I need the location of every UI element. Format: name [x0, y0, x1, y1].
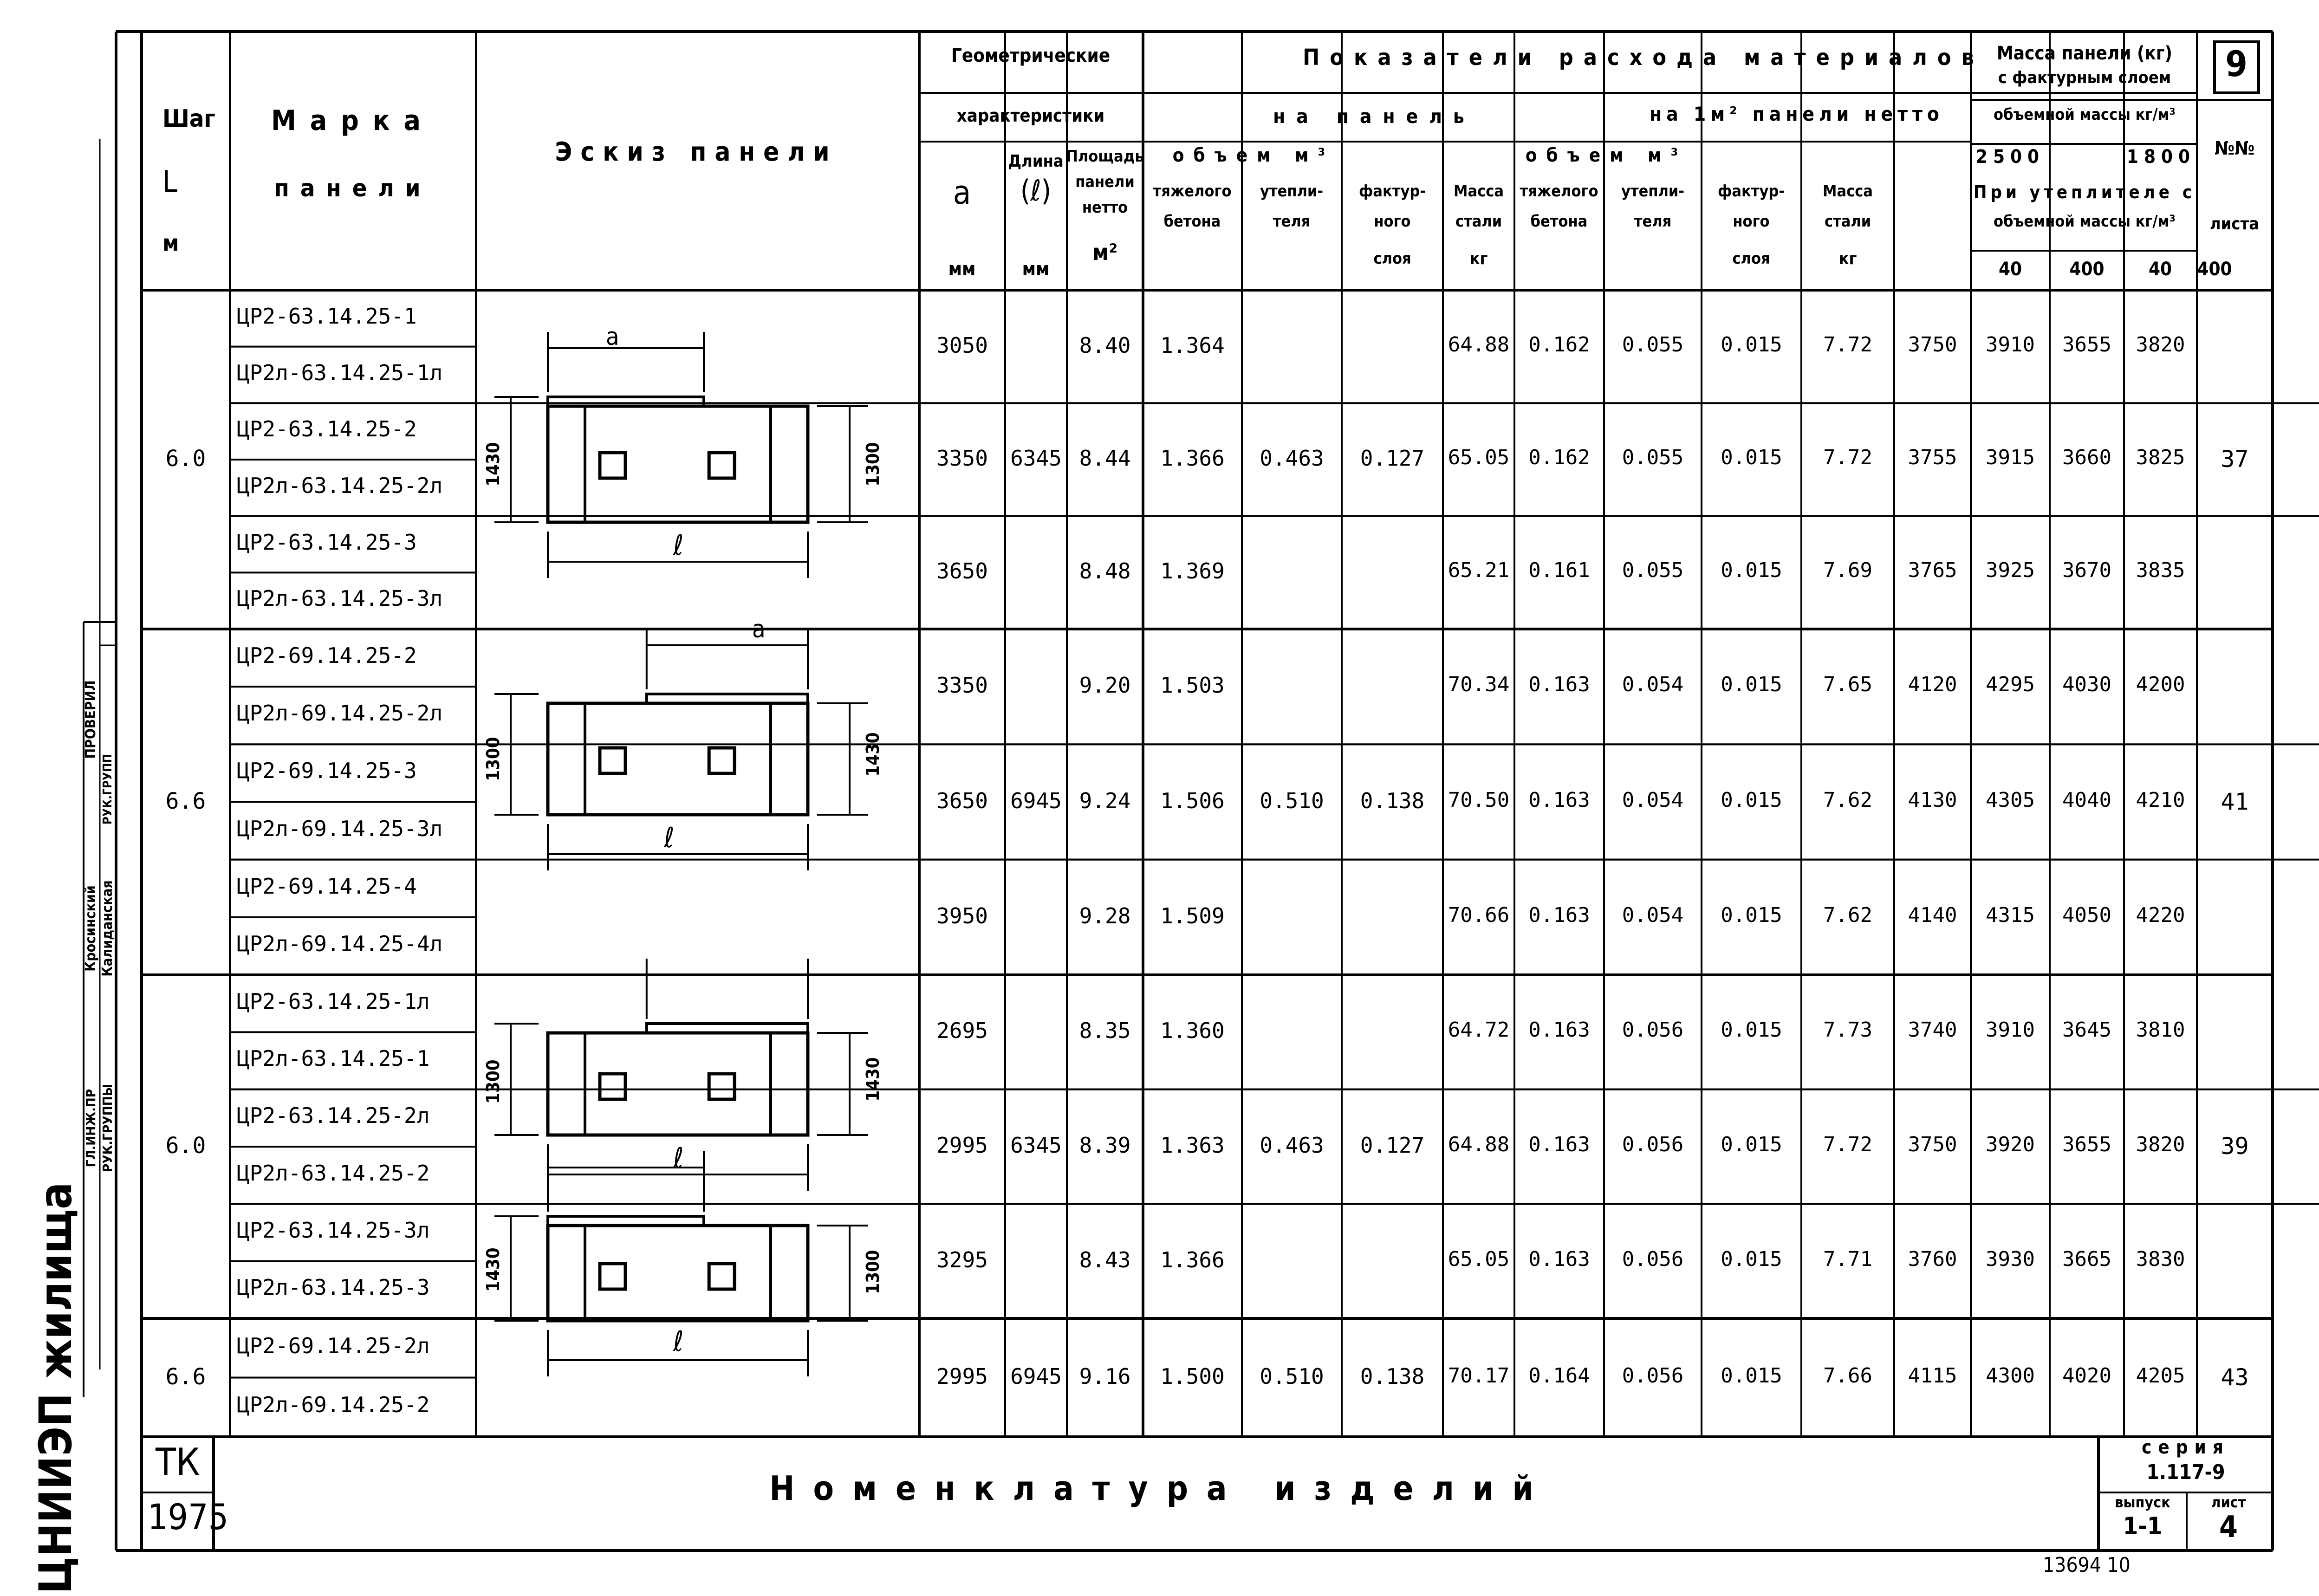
cell-mass-2500-400: 4300 — [1986, 1363, 2035, 1388]
cell-insul-m2: 0.055 — [1622, 332, 1684, 357]
mark-code: ЦР2-63.14.25-1 — [237, 303, 417, 329]
cell-area: 9.24 — [1079, 788, 1131, 813]
cell-mass-1800-400: 4220 — [2136, 903, 2185, 927]
mark-code-mirror: ЦР2л-63.14.25-1 — [237, 1046, 430, 1071]
window-opening — [709, 1074, 734, 1099]
org-vertical: ЦНИИЭП жилища — [30, 1182, 82, 1594]
header-fact-2-b: ного — [1733, 212, 1770, 231]
cell-heavy-m2: 0.162 — [1528, 446, 1590, 469]
cell-area: 9.20 — [1079, 673, 1131, 698]
bottom-numbers: 13694 10 — [2043, 1553, 2131, 1577]
header-per-panel: на панель — [1273, 105, 1475, 128]
cell-mass-2500-40: 3760 — [1908, 1247, 1957, 1271]
mark-code: ЦР2-69.14.25-3 — [237, 758, 417, 784]
cell-mass-1800-40: 4050 — [2062, 903, 2111, 927]
cell-area: 9.28 — [1079, 903, 1131, 928]
cell-steel: 64.88 — [1448, 1133, 1510, 1156]
header-steel-b: стали — [1455, 212, 1502, 231]
dim-label-1430: 1430 — [863, 732, 883, 777]
cell-facing: 0.127 — [1360, 446, 1425, 471]
header-step: Шаг — [162, 105, 215, 133]
window-opening — [600, 748, 625, 773]
header-area1: Площадь — [1066, 147, 1144, 166]
window-opening — [600, 1264, 625, 1289]
window-opening — [709, 748, 734, 773]
facing-layer — [647, 1024, 808, 1033]
dim-label-1300: 1300 — [483, 737, 503, 781]
cell-insul-m2: 0.055 — [1622, 446, 1684, 469]
header-sub-40a: 40 — [1998, 259, 2022, 280]
header-insul-2: утепли- — [1621, 182, 1685, 201]
cell-mass-2500-40: 4130 — [1908, 788, 1957, 812]
mark-code: ЦР2-69.14.25-2 — [237, 643, 417, 668]
cell-steel: 65.21 — [1448, 558, 1510, 583]
cell-fact-m2: 0.015 — [1721, 1133, 1782, 1156]
cell-heavy-m2: 0.163 — [1528, 1133, 1590, 1156]
cell-mass-1800-40: 4020 — [2062, 1363, 2111, 1388]
cell-mass-1800-40: 4040 — [2062, 788, 2111, 812]
mark-code: ЦР2-69.14.25-2л — [237, 1333, 430, 1358]
footer-title: Номенклатура изделий — [769, 1469, 1552, 1508]
panel-outline — [548, 406, 808, 522]
cell-heavy-concrete: 1.509 — [1160, 903, 1225, 928]
cell-heavy-m2: 0.162 — [1528, 332, 1590, 357]
cell-mass-1800-40: 3660 — [2062, 446, 2111, 469]
cell-fact-m2: 0.015 — [1721, 788, 1782, 812]
issue-label: выпуск — [2115, 1493, 2170, 1511]
cell-insul-m2: 0.055 — [1622, 558, 1684, 583]
stamp-role4: РУК.ГРУПП — [101, 753, 115, 825]
cell-heavy-m2: 0.164 — [1528, 1363, 1590, 1388]
cell-heavy-concrete: 1.360 — [1160, 1018, 1225, 1044]
cell-steel-m2: 7.66 — [1823, 1363, 1872, 1388]
cell-heavy-concrete: 1.366 — [1160, 446, 1225, 471]
cell-steel: 70.34 — [1448, 673, 1510, 697]
cell-mass-2500-40: 3750 — [1908, 1133, 1957, 1156]
header-mark2: панели — [274, 175, 432, 202]
header-insul: утепли- — [1260, 182, 1324, 201]
cell-sheet-number: 39 — [2221, 1133, 2249, 1160]
header-step-unit: м — [162, 230, 179, 256]
cell-insulation: 0.510 — [1260, 1363, 1324, 1389]
header-a: a — [953, 174, 971, 212]
cell-fact-m2: 0.015 — [1721, 903, 1782, 927]
tk-label: ТК — [156, 1440, 200, 1484]
cell-fact-m2: 0.015 — [1721, 446, 1782, 469]
header-sheets1: №№ — [2214, 138, 2255, 159]
cell-mass-2500-400: 3930 — [1986, 1247, 2035, 1271]
facing-layer — [647, 694, 808, 703]
cell-insul-m2: 0.056 — [1622, 1363, 1684, 1388]
cell-mass-2500-400: 3910 — [1986, 332, 2035, 357]
dim-label-l: ℓ — [673, 529, 684, 562]
header-steel-2-b: стали — [1824, 212, 1871, 231]
cell-mass-1800-400: 4205 — [2136, 1363, 2185, 1388]
cell-mass-2500-400: 4305 — [1986, 788, 2035, 812]
stamp-name2: Калиданская — [99, 880, 116, 977]
mark-code-mirror: ЦР2л-69.14.25-2л — [237, 701, 443, 726]
cell-mass-1800-40: 3655 — [2062, 332, 2111, 357]
year-label: 1975 — [148, 1496, 228, 1538]
cell-area: 8.44 — [1079, 446, 1131, 471]
cell-insul-m2: 0.056 — [1622, 1018, 1684, 1042]
header-steel-unit: кг — [1469, 249, 1488, 268]
series-label: серия — [2142, 1437, 2230, 1458]
cell-mass-2500-400: 4315 — [1986, 903, 2035, 927]
header-per-m2: на 1м² панели нетто — [1650, 103, 1944, 125]
mark-code-mirror: ЦР2л-63.14.25-2л — [237, 473, 443, 498]
cell-mass-2500-40: 3750 — [1908, 332, 1957, 357]
header-mark: Марка — [271, 104, 435, 137]
header-sketch: Эскиз панели — [555, 137, 838, 167]
header-materials: Показатели расхода материалов — [1303, 45, 1984, 71]
mark-code-mirror: ЦР2л-63.14.25-3 — [237, 1275, 430, 1300]
cell-mass-1800-400: 4200 — [2136, 673, 2185, 697]
header-volume-2: объем м³ — [1525, 145, 1688, 166]
cell-fact-m2: 0.015 — [1721, 1247, 1782, 1271]
header-area3: нетто — [1082, 198, 1128, 217]
cell-step: 6.6 — [165, 788, 206, 814]
cell-a: 3650 — [936, 788, 988, 813]
cell-mass-1800-400: 3810 — [2136, 1018, 2185, 1042]
cell-a: 2695 — [936, 1018, 988, 1044]
cell-steel: 65.05 — [1448, 1247, 1510, 1271]
cell-facing: 0.138 — [1360, 1363, 1425, 1389]
cell-step: 6.0 — [165, 1133, 206, 1159]
cell-heavy-m2: 0.163 — [1528, 1247, 1590, 1271]
cell-mass-2500-40: 4140 — [1908, 903, 1957, 927]
cell-mass-1800-400: 3830 — [2136, 1247, 2185, 1271]
cell-mass-2500-400: 3910 — [1986, 1018, 2035, 1042]
header-steel-2: Масса — [1823, 182, 1873, 201]
header-geom2: характеристики — [956, 105, 1105, 126]
window-opening — [709, 1264, 734, 1289]
cell-a: 3950 — [936, 903, 988, 928]
cell-area: 9.16 — [1079, 1363, 1131, 1389]
cell-insul-m2: 0.054 — [1622, 903, 1684, 927]
header-length: Длина — [1008, 152, 1064, 171]
cell-a: 2995 — [936, 1133, 988, 1158]
header-length-sym: (ℓ) — [1020, 174, 1052, 208]
cell-a: 3050 — [936, 332, 988, 358]
stamp-name1: Кросинский — [83, 885, 99, 972]
header-insul-b: теля — [1273, 212, 1311, 231]
cell-length: 6345 — [1010, 446, 1062, 471]
mark-code: ЦР2-63.14.25-3л — [237, 1218, 430, 1243]
cell-facing: 0.127 — [1360, 1133, 1425, 1158]
mark-code-mirror: ЦР2л-69.14.25-4л — [237, 931, 443, 956]
cell-length: 6945 — [1010, 788, 1062, 813]
cell-steel-m2: 7.73 — [1823, 1018, 1872, 1042]
mark-code: ЦР2-69.14.25-4 — [237, 873, 417, 899]
cell-area: 8.43 — [1079, 1247, 1131, 1272]
cell-insul-m2: 0.056 — [1622, 1133, 1684, 1156]
facing-layer — [548, 1216, 704, 1226]
dim-label-1300: 1300 — [863, 1250, 883, 1294]
cell-heavy-concrete: 1.506 — [1160, 788, 1225, 813]
cell-steel-m2: 7.71 — [1823, 1247, 1872, 1271]
header-fact-2-c: слоя — [1732, 249, 1770, 268]
dim-label-a: a — [752, 616, 766, 643]
header-heavy-2-b: бетона — [1530, 212, 1588, 231]
dim-label-l: ℓ — [673, 1325, 684, 1358]
cell-mass-1800-400: 3820 — [2136, 332, 2185, 357]
dim-label-l: ℓ — [664, 822, 675, 854]
cell-heavy-concrete: 1.363 — [1160, 1133, 1225, 1158]
header-geom: Геометрические — [951, 45, 1111, 66]
header-fact-c: слоя — [1373, 249, 1411, 268]
mark-code: ЦР2-63.14.25-3 — [237, 529, 417, 555]
cell-mass-2500-40: 3740 — [1908, 1018, 1957, 1042]
cell-a: 3295 — [936, 1247, 988, 1272]
sheet-label: лист — [2211, 1493, 2246, 1511]
cell-fact-m2: 0.015 — [1721, 332, 1782, 357]
dim-label-a: a — [606, 323, 619, 351]
cell-length: 6345 — [1010, 1133, 1062, 1158]
header-insul-mass1: При утеплителе с — [1973, 182, 2196, 202]
series-value: 1.117-9 — [2146, 1460, 2225, 1484]
cell-steel-m2: 7.72 — [1823, 1133, 1872, 1156]
cell-step: 6.0 — [165, 446, 206, 472]
cell-heavy-concrete: 1.500 — [1160, 1363, 1225, 1389]
cell-a: 3350 — [936, 673, 988, 698]
cell-area: 8.39 — [1079, 1133, 1131, 1158]
header-sub-400b: 400 — [2197, 259, 2232, 280]
cell-fact-m2: 0.015 — [1721, 673, 1782, 697]
cell-mass-1800-40: 3655 — [2062, 1133, 2111, 1156]
cell-mass-1800-400: 3835 — [2136, 558, 2185, 583]
cell-heavy-concrete: 1.369 — [1160, 558, 1225, 584]
mark-code: ЦР2-63.14.25-1л — [237, 988, 430, 1014]
stamp-role1: ГЛ.ИНЖ.ПР — [83, 1089, 98, 1168]
cell-mass-1800-40: 3665 — [2062, 1247, 2111, 1271]
panel-sketch — [494, 629, 868, 870]
cell-mass-1800-40: 3670 — [2062, 558, 2111, 583]
mark-code-mirror: ЦР2л-63.14.25-2 — [237, 1160, 430, 1186]
cell-a: 2995 — [936, 1363, 988, 1389]
mark-code: ЦР2-63.14.25-2 — [237, 416, 417, 442]
cell-step: 6.6 — [165, 1363, 206, 1390]
page-number: 9 — [2225, 43, 2248, 84]
cell-mass-1800-400: 4210 — [2136, 788, 2185, 812]
cell-heavy-m2: 0.161 — [1528, 558, 1590, 583]
window-opening — [600, 1074, 625, 1099]
cell-mass-1800-400: 3825 — [2136, 446, 2185, 469]
cell-mass-2500-400: 3915 — [1986, 446, 2035, 469]
header-fact: фактур- — [1358, 182, 1426, 201]
cell-mass-1800-400: 3820 — [2136, 1133, 2185, 1156]
cell-steel-m2: 7.72 — [1823, 332, 1872, 357]
header-insul-mass2: объемной массы кг/м³ — [1994, 212, 2176, 231]
issue-value: 1-1 — [2123, 1512, 2163, 1540]
cell-mass-2500-400: 4295 — [1986, 673, 2035, 697]
cell-facing: 0.138 — [1360, 788, 1425, 813]
mark-code-mirror: ЦР2л-69.14.25-2 — [237, 1392, 430, 1418]
cell-sheet-number: 37 — [2221, 446, 2249, 473]
cell-mass-2500-400: 3925 — [1986, 558, 2035, 583]
window-opening — [600, 453, 625, 478]
cell-steel-m2: 7.62 — [1823, 788, 1872, 812]
header-sub-400a: 400 — [2069, 259, 2105, 280]
header-area-unit: м² — [1092, 240, 1118, 266]
cell-fact-m2: 0.015 — [1721, 1363, 1782, 1388]
window-opening — [709, 453, 734, 478]
cell-insulation: 0.463 — [1260, 446, 1324, 471]
header-insul-2-b: теля — [1634, 212, 1672, 231]
cell-insul-m2: 0.054 — [1622, 788, 1684, 812]
cell-steel: 65.05 — [1448, 446, 1510, 469]
cell-insulation: 0.510 — [1260, 788, 1324, 813]
cell-mass-2500-40: 4120 — [1908, 673, 1957, 697]
panel-outline — [548, 1033, 808, 1135]
sheet-value: 4 — [2219, 1510, 2238, 1544]
dim-label-1430: 1430 — [483, 442, 503, 487]
header-heavy-2: тяжелого — [1520, 182, 1598, 201]
header-mass3: объемной массы кг/м³ — [1994, 105, 2176, 124]
cell-sheet-number: 41 — [2221, 788, 2249, 815]
header-heavy: тяжелого — [1153, 182, 1232, 201]
header-fact-2: фактур- — [1717, 182, 1785, 201]
cell-heavy-m2: 0.163 — [1528, 1018, 1590, 1042]
mark-code-mirror: ЦР2л-69.14.25-3л — [237, 816, 443, 841]
dim-label-1430: 1430 — [483, 1247, 503, 1292]
header-steel-2-unit: кг — [1838, 249, 1857, 268]
stamp-role3: ПРОВЕРИЛ — [83, 680, 99, 759]
cell-a: 3650 — [936, 558, 988, 584]
panel-outline — [548, 703, 808, 815]
cell-heavy-m2: 0.163 — [1528, 903, 1590, 927]
cell-a: 3350 — [936, 446, 988, 471]
facing-layer — [548, 397, 704, 406]
cell-fact-m2: 0.015 — [1721, 1018, 1782, 1042]
dim-label-1430: 1430 — [863, 1057, 883, 1102]
mark-code: ЦР2-63.14.25-2л — [237, 1103, 430, 1129]
header-mass2: с фактурным слоем — [1998, 68, 2171, 87]
header-heavy-b: бетона — [1163, 212, 1221, 231]
cell-insulation: 0.463 — [1260, 1133, 1324, 1158]
cell-mass-2500-40: 3765 — [1908, 558, 1957, 583]
header-density-1800: 1800 — [2126, 146, 2196, 168]
header-a-unit: мм — [948, 259, 976, 280]
header-sub-40b: 40 — [2148, 259, 2172, 280]
cell-steel-m2: 7.69 — [1823, 558, 1872, 583]
header-steel: Масса — [1454, 182, 1504, 201]
cell-insul-m2: 0.054 — [1622, 673, 1684, 697]
cell-mass-2500-40: 3755 — [1908, 446, 1957, 469]
header-mass1: Масса панели (кг) — [1996, 43, 2173, 64]
header-density-2500: 2500 — [1975, 146, 2045, 168]
header-step-L: L — [162, 165, 178, 199]
cell-mass-1800-40: 4030 — [2062, 673, 2111, 697]
cell-length: 6945 — [1010, 1363, 1062, 1389]
cell-steel-m2: 7.72 — [1823, 446, 1872, 469]
cell-steel: 64.88 — [1448, 332, 1510, 357]
header-fact-b: ного — [1374, 212, 1411, 231]
panel-outline — [548, 1226, 808, 1321]
cell-mass-2500-400: 3920 — [1986, 1133, 2035, 1156]
cell-steel-m2: 7.65 — [1823, 673, 1872, 697]
cell-sheet-number: 43 — [2221, 1363, 2249, 1391]
cell-area: 8.35 — [1079, 1018, 1131, 1044]
cell-area: 8.40 — [1079, 332, 1131, 358]
cell-mass-1800-40: 3645 — [2062, 1018, 2111, 1042]
cell-steel-m2: 7.62 — [1823, 903, 1872, 927]
cell-heavy-concrete: 1.366 — [1160, 1247, 1225, 1272]
cell-heavy-m2: 0.163 — [1528, 673, 1590, 697]
stamp-role2: РУК.ГРУППЫ — [100, 1083, 115, 1173]
cell-fact-m2: 0.015 — [1721, 558, 1782, 583]
cell-steel: 70.66 — [1448, 903, 1510, 927]
cell-insul-m2: 0.056 — [1622, 1247, 1684, 1271]
cell-heavy-concrete: 1.503 — [1160, 673, 1225, 698]
header-volume: объем м³ — [1172, 145, 1335, 166]
cell-mass-2500-40: 4115 — [1908, 1363, 1957, 1388]
header-sheets2: листа — [2209, 214, 2260, 234]
dim-label-1300: 1300 — [863, 442, 883, 487]
cell-steel: 70.17 — [1448, 1363, 1510, 1388]
mark-code-mirror: ЦР2л-63.14.25-3л — [237, 586, 443, 611]
dim-label-1300: 1300 — [483, 1059, 503, 1104]
cell-steel: 64.72 — [1448, 1018, 1510, 1042]
header-length-unit: мм — [1022, 259, 1050, 280]
cell-heavy-concrete: 1.364 — [1160, 332, 1225, 358]
cell-heavy-m2: 0.163 — [1528, 788, 1590, 812]
dim-label-l: ℓ — [673, 1142, 684, 1174]
cell-area: 8.48 — [1079, 558, 1131, 584]
mark-code-mirror: ЦР2л-63.14.25-1л — [237, 360, 443, 385]
cell-steel: 70.50 — [1448, 788, 1510, 812]
header-area2: панели — [1075, 173, 1135, 191]
